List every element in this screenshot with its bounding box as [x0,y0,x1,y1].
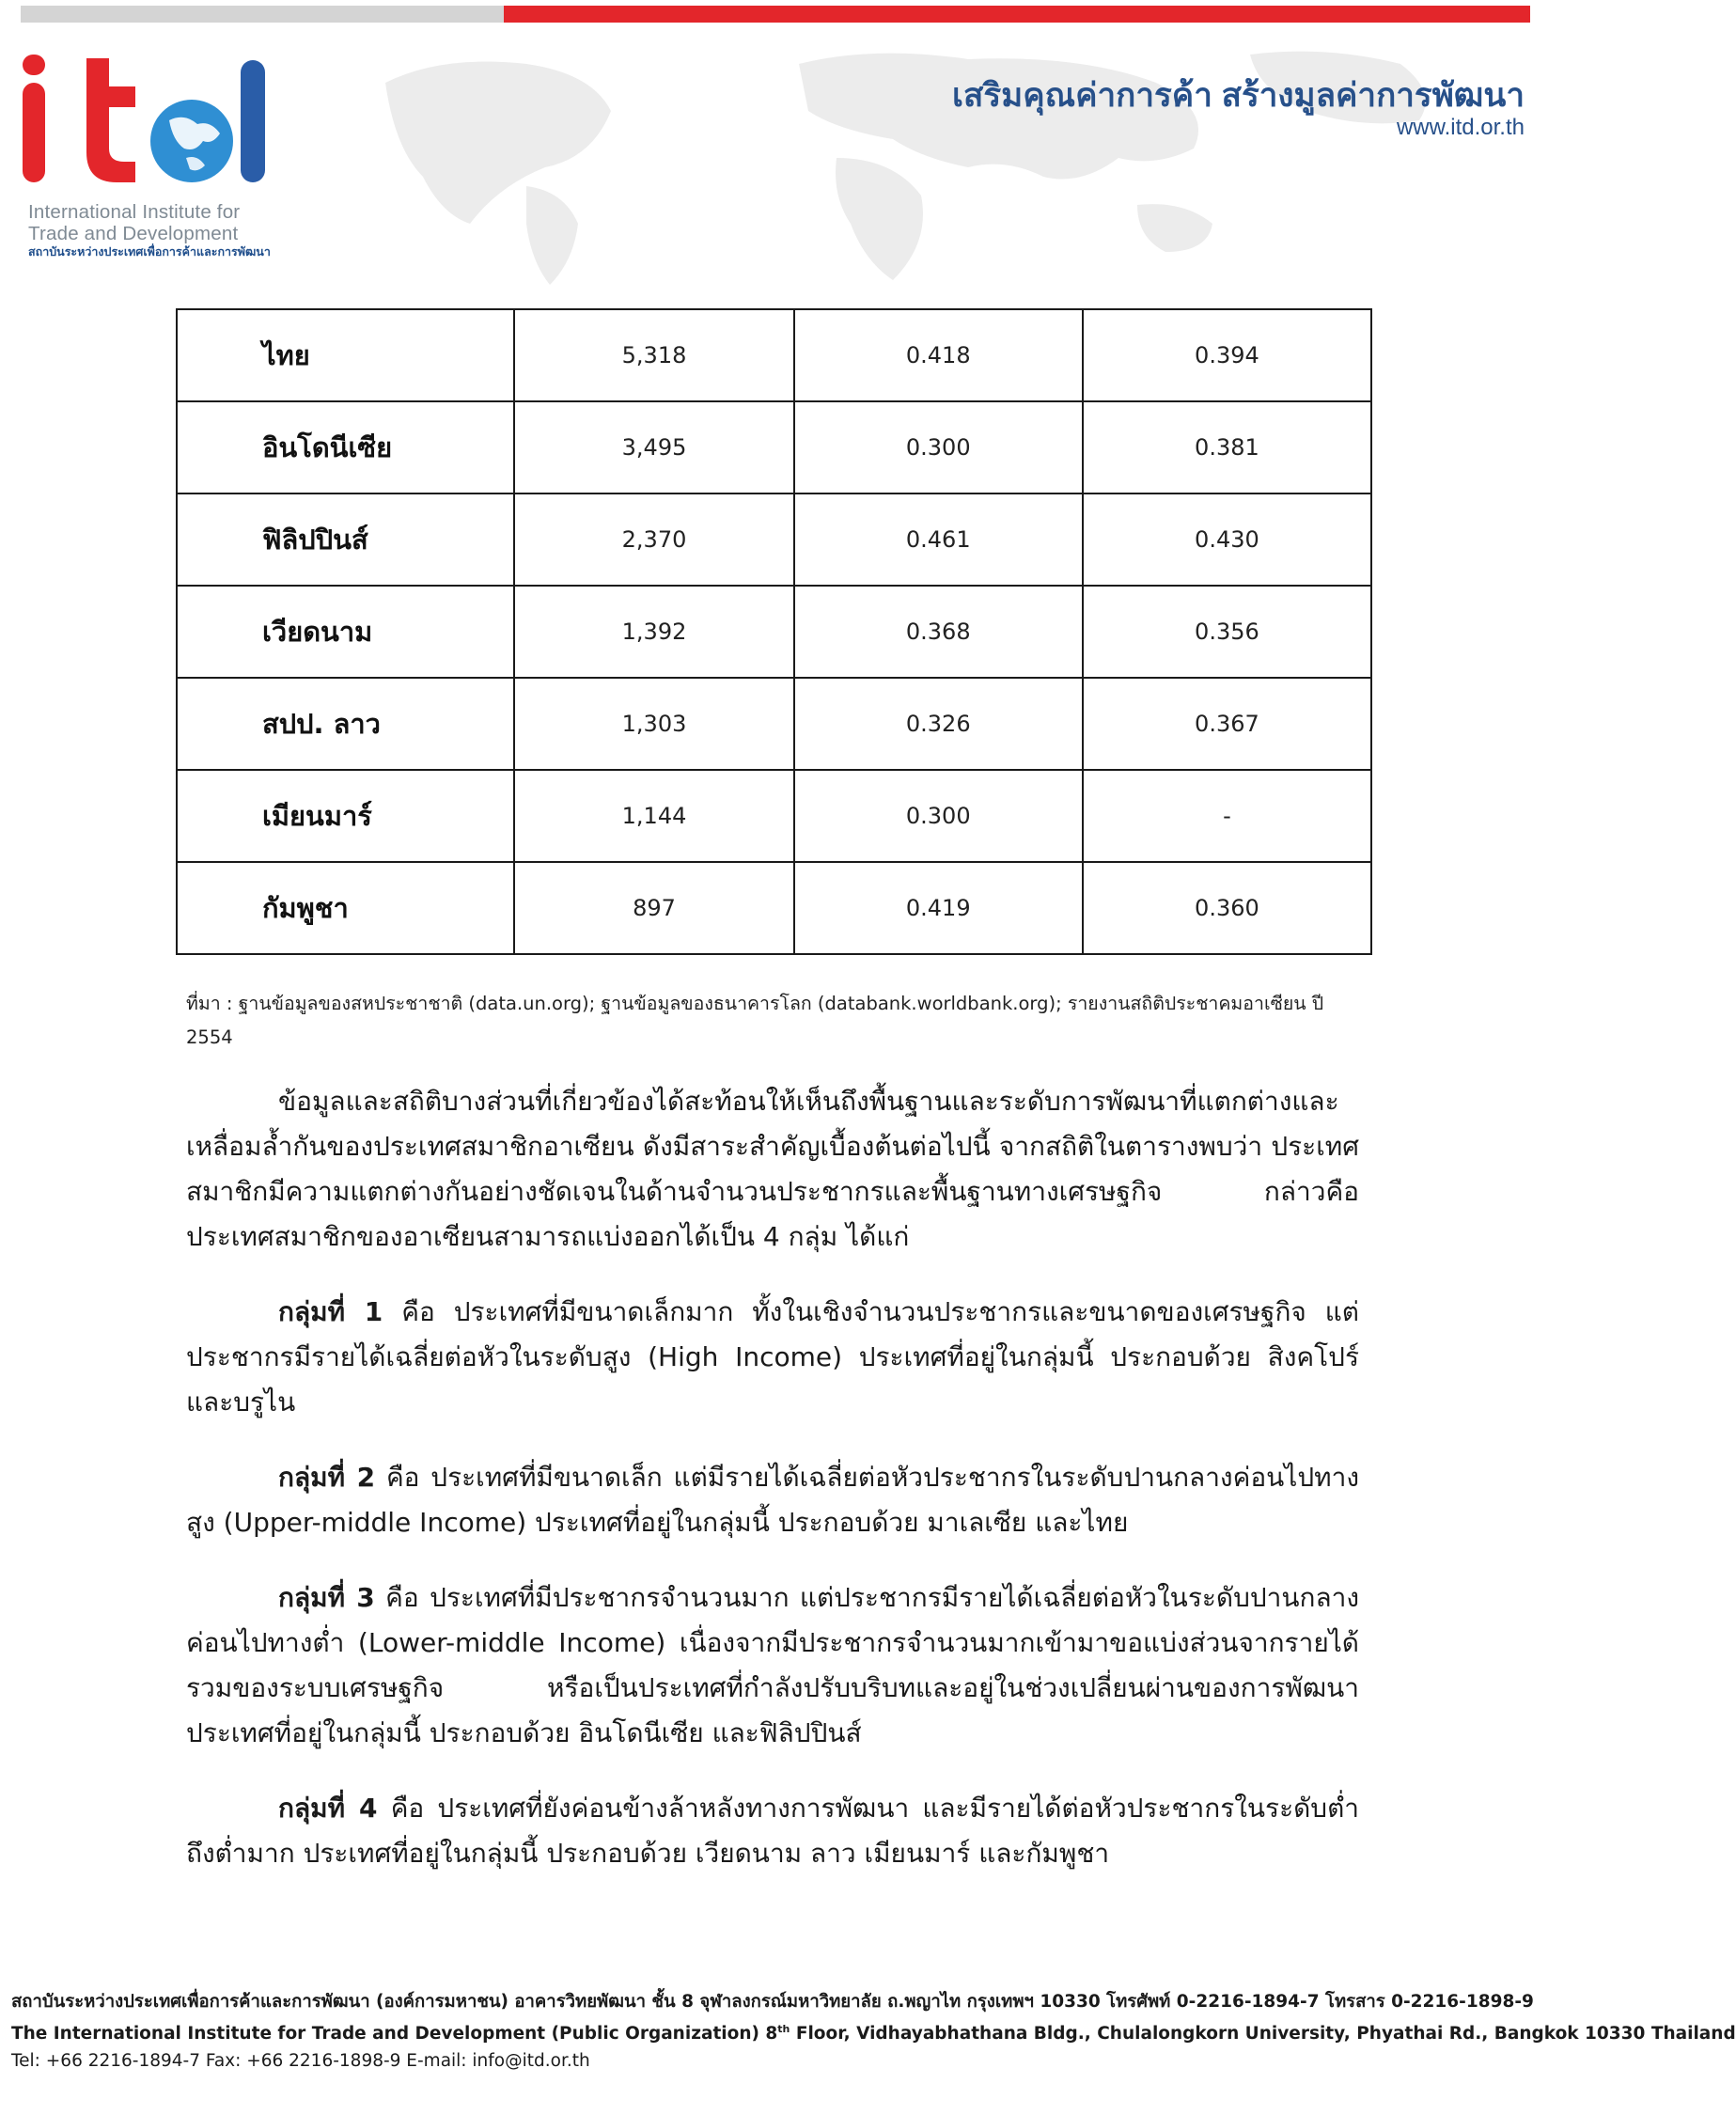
country-cell: กัมพูชา [177,862,514,954]
table-row [177,401,1371,494]
header-website-url[interactable]: www.itd.or.th [1396,115,1525,140]
country-cell: ฟิลิปปินส์ [177,494,514,586]
table-row [177,862,1371,954]
value-cell: 0.356 [1083,586,1371,678]
logo-subtitle-line1: International Institute for [28,201,241,223]
value-cell: 1,392 [514,586,793,678]
value-cell: 0.381 [1083,401,1371,494]
document-body [186,1079,1359,1906]
group-3-paragraph [186,1575,1359,1756]
footer-address-english [11,2015,1736,2047]
country-cell: ไทย [177,309,514,401]
value-cell: 0.368 [794,586,1083,678]
footer-ordinal-suffix: th [777,2023,790,2035]
page-footer [11,1988,1736,2075]
value-cell: 0.300 [794,401,1083,494]
value-cell: 0.418 [794,309,1083,401]
value-cell: 0.367 [1083,678,1371,770]
group-4-text: คือ ประเทศที่ยังค่อนข้างล้าหลังทางการพัฒนา และมีรายได้ต่อหัวประชากรในระดับต่ำถึงต่ำมาก ประเทศที่อยู่ในกลุ่มนี้ ประกอบด้วย เวียดนาม ลาว เมียนมาร์ และกัมพูชา [186,1793,1359,1869]
footer-address-en-part1: The International Institute for Trade and Development (Public Organization) 8 [11,2024,778,2044]
value-cell: 1,144 [514,770,793,862]
group-4-paragraph [186,1786,1359,1876]
source-line1: ที่มา : ฐานข้อมูลของสหประชาชาติ (data.un.org); ฐานข้อมูลของธนาคารโลก (databank.worldbank.org); รายงานสถิติประชาคมอาเซียน ปี [186,993,1324,1014]
group-2-text: คือ ประเทศที่มีขนาดเล็ก แต่มีรายได้เฉลี่ยต่อหัวประชากรในระดับปานกลางค่อนไปทางสูง (Upper-middle Income) ประเทศที่อยู่ในกลุ่มนี้ ประกอบด้วย มาเลเซีย และไทย [186,1462,1359,1538]
logo-subtitle-thai: สถาบันระหว่างประเทศเพื่อการค้าและการพัฒนา [28,245,271,258]
group-2-paragraph [186,1455,1359,1545]
logo-subtitle [28,201,310,260]
group-1-text: คือ ประเทศที่มีขนาดเล็กมาก ทั้งในเชิงจำนวนประชากรและขนาดของเศรษฐกิจ แต่ประชากรมีรายได้เฉลี่ยต่อหัวในระดับสูง (High Income) ประเทศที่อยู่ในกลุ่มนี้ ประกอบด้วย สิงคโปร์ และบรูไน [186,1296,1359,1418]
table-row [177,770,1371,862]
footer-address-thai: สถาบันระหว่างประเทศเพื่อการค้าและการพัฒนา (องค์การมหาชน) อาคารวิทยพัฒนา ชั้น 8 จุฬาลงกรณ์มหาวิทยาลัย ถ.พญาไท กรุงเทพฯ 10330 โทรศัพท์ 0-2216-1894-7 โทรสาร 0-2216-1898-9 [11,1992,1534,2012]
value-cell: 0.300 [794,770,1083,862]
footer-address-en-part2: Floor, Vidhayabhathana Bldg., Chulalongkorn University, Phyathai Rd., Bangkok 10330 Thailand [790,2024,1736,2044]
header-slogan: เสริมคุณค่าการค้า สร้างมูลค่าการพัฒนา [952,77,1525,114]
footer-contact: Tel: +66 2216-1894-7 Fax: +66 2216-1898-9 E-mail: info@itd.or.th [11,2051,590,2072]
value-cell: 897 [514,862,793,954]
value-cell: 0.394 [1083,309,1371,401]
top-red-bar [504,6,1530,23]
value-cell: 0.419 [794,862,1083,954]
value-cell: - [1083,770,1371,862]
table-row [177,678,1371,770]
table-row [177,586,1371,678]
group-3-text: คือ ประเทศที่มีประชากรจำนวนมาก แต่ประชากรมีรายได้เฉลี่ยต่อหัวในระดับปานกลางค่อนไปทางต่ำ (Lower-middle Income) เนื่องจากมีประชากรจำนวนมากเข้ามาขอแบ่งส่วนจากรายได้รวมของระบบเศรษฐกิจ หรือเป็นประเทศที่กำลังปรับบริบทและอยู่ในช่วงเปลี่ยนผ่านของการพัฒนา ประเทศที่อยู่ในกลุ่มนี้ ประกอบด้วย อินโดนีเซีย และฟิลิปปินส์ [186,1582,1359,1748]
world-map-watermark [310,26,1551,290]
table-row [177,309,1371,401]
logo-subtitle-line2: Trade and Development [28,223,239,244]
group-2-label: กลุ่มที่ 2 [278,1462,376,1493]
table-row [177,494,1371,586]
group-1-paragraph [186,1290,1359,1425]
value-cell: 3,495 [514,401,793,494]
value-cell: 2,370 [514,494,793,586]
country-cell: เมียนมาร์ [177,770,514,862]
itd-logo [19,55,291,186]
value-cell: 0.461 [794,494,1083,586]
country-cell: อินโดนีเซีย [177,401,514,494]
top-gray-bar [21,6,504,23]
value-cell: 0.326 [794,678,1083,770]
value-cell: 0.360 [1083,862,1371,954]
group-1-label: กลุ่มที่ 1 [278,1296,383,1327]
value-cell: 0.430 [1083,494,1371,586]
country-cell: เวียดนาม [177,586,514,678]
value-cell: 1,303 [514,678,793,770]
group-3-label: กลุ่มที่ 3 [278,1582,375,1613]
country-cell: สปป. ลาว [177,678,514,770]
intro-paragraph: ข้อมูลและสถิติบางส่วนที่เกี่ยวข้องได้สะท้อนให้เห็นถึงพื้นฐานและระดับการพัฒนาที่แตกต่างและเหลื่อมล้ำกันของประเทศสมาชิกอาเซียน ดังมีสาระสำคัญเบื้องต้นต่อไปนี้ จากสถิติในตารางพบว่า ประเทศสมาชิกมีความแตกต่างกันอย่างชัดเจนในด้านจำนวนประชากรและพื้นฐานทางเศรษฐกิจ กล่าวคือ ประเทศสมาชิกของอาเซียนสามารถแบ่งออกได้เป็น 4 กลุ่ม ได้แก่ [186,1086,1359,1252]
table-source-note [186,987,1363,1055]
asean-statistics-table [176,308,1372,955]
group-4-label: กลุ่มที่ 4 [278,1793,378,1824]
value-cell: 5,318 [514,309,793,401]
source-line2: 2554 [186,1026,233,1048]
